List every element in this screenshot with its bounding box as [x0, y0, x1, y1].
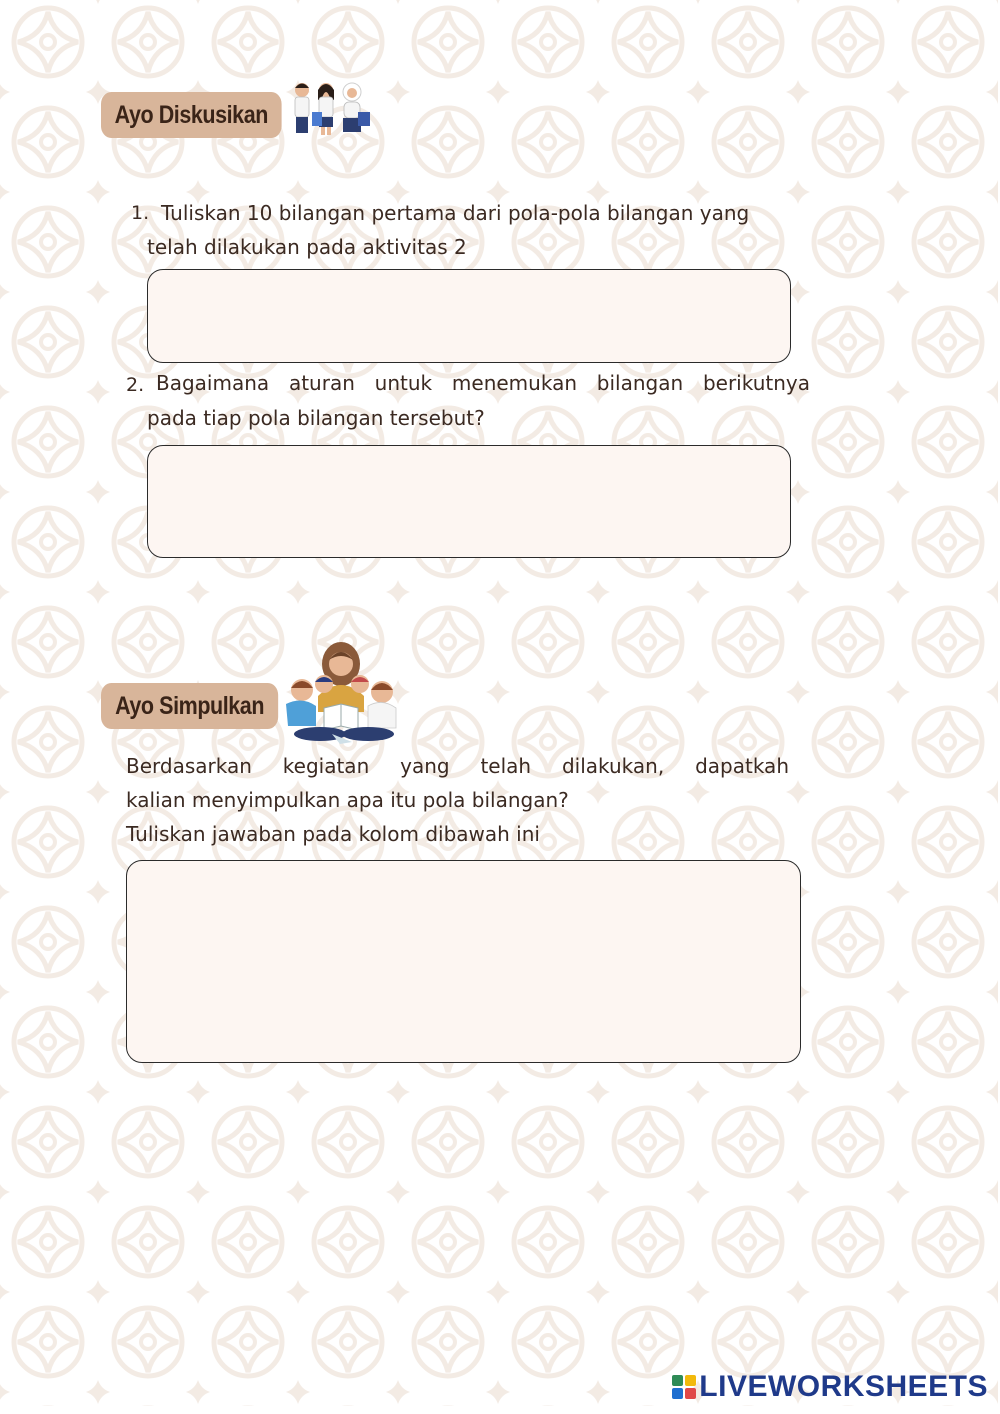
question-1-number: 1. [131, 202, 150, 224]
question-2-line1: Bagaimana aturan untuk menemukan bilangan berikutnya [156, 371, 810, 395]
question-2-line2: pada tiap pola bilangan tersebut? [147, 406, 485, 430]
conclude-line2: kalian menyimpulkan apa itu pola bilangan? [126, 788, 569, 812]
conclude-line3: Tuliskan jawaban pada kolom dibawah ini [126, 822, 540, 846]
answer-box-1[interactable] [147, 269, 791, 363]
discuss-badge-label: Ayo Diskusikan [114, 100, 268, 129]
question-1-line1: Tuliskan 10 bilangan pertama dari pola-pola bilangan yang [161, 201, 750, 225]
liveworksheets-wordmark: LIVEWORKSHEETS [699, 1370, 988, 1403]
question-2-number: 2. [126, 374, 145, 396]
conclude-badge [101, 683, 278, 729]
liveworksheets-logo-icon [671, 1374, 697, 1400]
answer-box-conclusion[interactable] [126, 860, 801, 1063]
conclude-badge-label: Ayo Simpulkan [115, 691, 265, 720]
liveworksheets-logo[interactable] [671, 1370, 988, 1404]
question-1-line2: telah dilakukan pada aktivitas 2 [147, 235, 467, 259]
answer-box-2[interactable] [147, 445, 791, 558]
conclude-line1: Berdasarkan kegiatan yang telah dilakukan, dapatkah [126, 754, 789, 778]
students-illustration [288, 76, 374, 140]
discuss-badge [101, 92, 282, 138]
teacher-reading-illustration [280, 634, 402, 744]
